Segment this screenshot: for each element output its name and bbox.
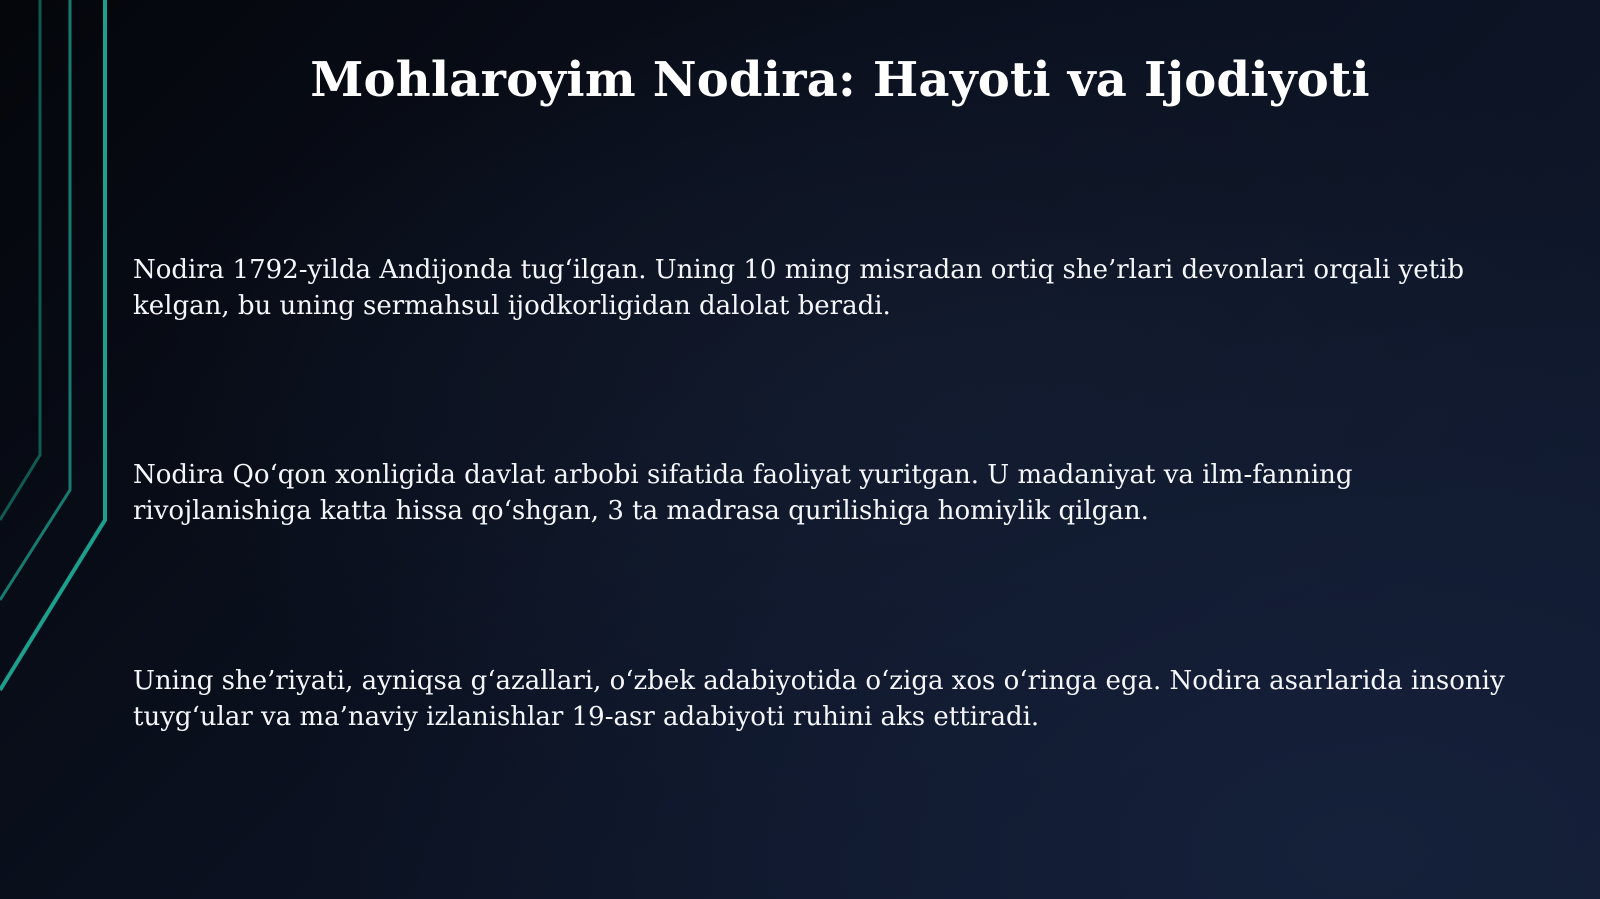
accent-line-outer [0, 0, 105, 690]
accent-line-middle [0, 0, 70, 600]
decorative-lines [0, 0, 130, 899]
paragraph-statesman: Nodira Qo‘qon xonligida davlat arbobi sifatida faoliyat yuritgan. U madaniyat va ilm-fanning rivojlanishiga katta hissa qo‘shgan, 3 ta madrasa qurilishiga homiylik qilgan. [133, 460, 1353, 526]
slide-title: Mohlaroyim Nodira: Hayoti va Ijodiyoti [310, 52, 1370, 108]
accent-line-inner [0, 0, 40, 520]
paragraph-birth: Nodira 1792-yilda Andijonda tug‘ilgan. Uning 10 ming misradan ortiq she’rlari devonlari orqali yetib kelgan, bu uning sermahsul ijodkorligidan dalolat beradi. [133, 255, 1465, 321]
paragraph-poetry: Uning she’riyati, ayniqsa g‘azallari, o‘zbek adabiyotida o‘ziga xos o‘ringa ega. Nodira asarlarida insoniy tuyg‘ular va ma’naviy izlanishlar 19-asr adabiyoti ruhini aks ettiradi. [133, 666, 1505, 732]
